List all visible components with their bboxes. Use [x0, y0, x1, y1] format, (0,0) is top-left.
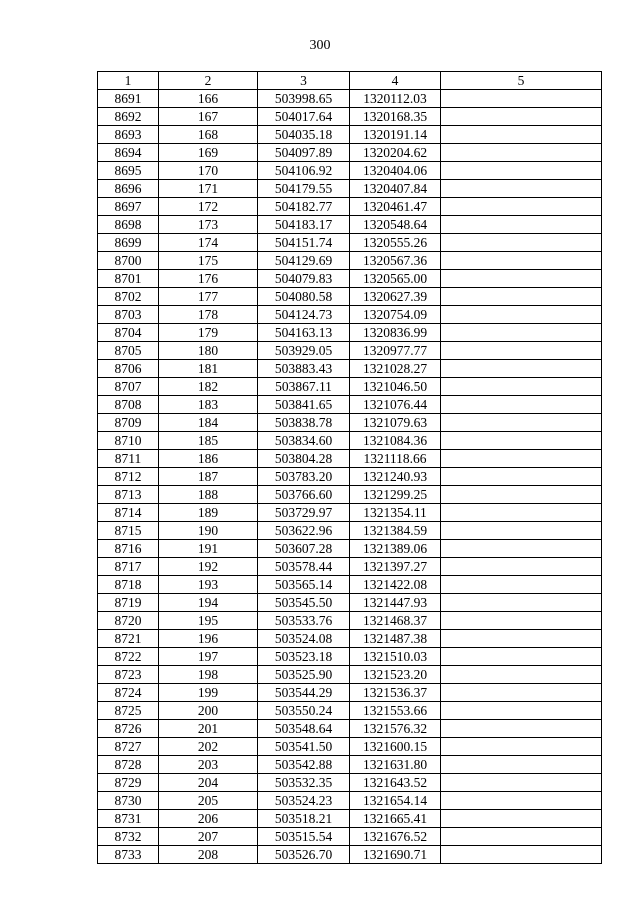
table-row — [98, 414, 602, 432]
y-coordinate-cell: 1321600.15 — [350, 738, 441, 756]
note-cell — [441, 90, 602, 108]
table-row — [98, 288, 602, 306]
x-coordinate-cell: 504097.89 — [258, 144, 350, 162]
vertex-index-cell: 194 — [159, 594, 258, 612]
x-coordinate-cell: 503998.65 — [258, 90, 350, 108]
table-row — [98, 792, 602, 810]
x-coordinate-cell: 503515.54 — [258, 828, 350, 846]
table-row — [98, 378, 602, 396]
page-number: 300 — [309, 38, 331, 53]
note-cell — [441, 252, 602, 270]
x-coordinate-cell: 504080.58 — [258, 288, 350, 306]
point-number-cell: 8708 — [98, 396, 159, 414]
point-number-cell: 8729 — [98, 774, 159, 792]
note-cell — [441, 234, 602, 252]
note-cell — [441, 432, 602, 450]
point-number-cell: 8698 — [98, 216, 159, 234]
point-number-cell: 8709 — [98, 414, 159, 432]
table-row — [98, 180, 602, 198]
y-coordinate-cell: 1321240.93 — [350, 468, 441, 486]
table-row — [98, 666, 602, 684]
note-cell — [441, 180, 602, 198]
table-row — [98, 468, 602, 486]
y-coordinate-cell: 1321389.06 — [350, 540, 441, 558]
vertex-index-cell: 172 — [159, 198, 258, 216]
vertex-index-cell: 205 — [159, 792, 258, 810]
table-row — [98, 630, 602, 648]
vertex-index-cell: 203 — [159, 756, 258, 774]
note-cell — [441, 756, 602, 774]
note-cell — [441, 324, 602, 342]
x-coordinate-cell: 503532.35 — [258, 774, 350, 792]
point-number-cell: 8707 — [98, 378, 159, 396]
table-row — [98, 450, 602, 468]
y-coordinate-cell: 1321299.25 — [350, 486, 441, 504]
vertex-index-cell: 182 — [159, 378, 258, 396]
vertex-index-cell: 202 — [159, 738, 258, 756]
point-number-cell: 8697 — [98, 198, 159, 216]
y-coordinate-cell: 1320204.62 — [350, 144, 441, 162]
vertex-index-cell: 191 — [159, 540, 258, 558]
point-number-cell: 8700 — [98, 252, 159, 270]
y-coordinate-cell: 1321354.11 — [350, 504, 441, 522]
table-row — [98, 252, 602, 270]
point-number-cell: 8731 — [98, 810, 159, 828]
vertex-index-cell: 184 — [159, 414, 258, 432]
point-number-cell: 8723 — [98, 666, 159, 684]
note-cell — [441, 810, 602, 828]
note-cell — [441, 162, 602, 180]
x-coordinate-cell: 503729.97 — [258, 504, 350, 522]
y-coordinate-cell: 1321447.93 — [350, 594, 441, 612]
x-coordinate-cell: 503783.20 — [258, 468, 350, 486]
y-coordinate-cell: 1321487.38 — [350, 630, 441, 648]
x-coordinate-cell: 503548.64 — [258, 720, 350, 738]
vertex-index-cell: 188 — [159, 486, 258, 504]
table-row — [98, 90, 602, 108]
x-coordinate-cell: 504163.13 — [258, 324, 350, 342]
x-coordinate-cell: 503526.70 — [258, 846, 350, 864]
point-number-cell: 8699 — [98, 234, 159, 252]
x-coordinate-cell: 504035.18 — [258, 126, 350, 144]
x-coordinate-cell: 504182.77 — [258, 198, 350, 216]
point-number-cell: 8719 — [98, 594, 159, 612]
point-number-cell: 8703 — [98, 306, 159, 324]
point-number-cell: 8730 — [98, 792, 159, 810]
note-cell — [441, 828, 602, 846]
y-coordinate-cell: 1320168.35 — [350, 108, 441, 126]
note-cell — [441, 342, 602, 360]
x-coordinate-cell: 503545.50 — [258, 594, 350, 612]
point-number-cell: 8716 — [98, 540, 159, 558]
y-coordinate-cell: 1321523.20 — [350, 666, 441, 684]
vertex-index-cell: 180 — [159, 342, 258, 360]
vertex-index-cell: 192 — [159, 558, 258, 576]
table-row — [98, 360, 602, 378]
vertex-index-cell: 193 — [159, 576, 258, 594]
point-number-cell: 8732 — [98, 828, 159, 846]
table-row — [98, 306, 602, 324]
x-coordinate-cell: 503867.11 — [258, 378, 350, 396]
vertex-index-cell: 208 — [159, 846, 258, 864]
y-coordinate-cell: 1321690.71 — [350, 846, 441, 864]
x-coordinate-cell: 504183.17 — [258, 216, 350, 234]
table-row — [98, 738, 602, 756]
y-coordinate-cell: 1321654.14 — [350, 792, 441, 810]
point-number-cell: 8711 — [98, 450, 159, 468]
point-number-cell: 8694 — [98, 144, 159, 162]
table-row — [98, 594, 602, 612]
y-coordinate-cell: 1320565.00 — [350, 270, 441, 288]
point-number-cell: 8710 — [98, 432, 159, 450]
y-coordinate-cell: 1321076.44 — [350, 396, 441, 414]
table-row — [98, 162, 602, 180]
vertex-index-cell: 198 — [159, 666, 258, 684]
x-coordinate-cell: 504179.55 — [258, 180, 350, 198]
note-cell — [441, 198, 602, 216]
point-number-cell: 8722 — [98, 648, 159, 666]
x-coordinate-cell: 504106.92 — [258, 162, 350, 180]
vertex-index-cell: 170 — [159, 162, 258, 180]
y-coordinate-cell: 1321576.32 — [350, 720, 441, 738]
y-coordinate-cell: 1320407.84 — [350, 180, 441, 198]
note-cell — [441, 846, 602, 864]
note-cell — [441, 540, 602, 558]
point-number-cell: 8695 — [98, 162, 159, 180]
x-coordinate-cell: 503929.05 — [258, 342, 350, 360]
point-number-cell: 8705 — [98, 342, 159, 360]
table-row — [98, 612, 602, 630]
note-cell — [441, 414, 602, 432]
vertex-index-cell: 200 — [159, 702, 258, 720]
point-number-cell: 8714 — [98, 504, 159, 522]
vertex-index-cell: 206 — [159, 810, 258, 828]
y-coordinate-cell: 1321510.03 — [350, 648, 441, 666]
x-coordinate-cell: 504129.69 — [258, 252, 350, 270]
x-coordinate-cell: 503523.18 — [258, 648, 350, 666]
point-number-cell: 8713 — [98, 486, 159, 504]
y-coordinate-cell: 1320555.26 — [350, 234, 441, 252]
note-cell — [441, 738, 602, 756]
note-cell — [441, 558, 602, 576]
note-cell — [441, 576, 602, 594]
note-cell — [441, 486, 602, 504]
point-number-cell: 8725 — [98, 702, 159, 720]
column-header-3: 3 — [258, 72, 350, 90]
y-coordinate-cell: 1320977.77 — [350, 342, 441, 360]
point-number-cell: 8696 — [98, 180, 159, 198]
x-coordinate-cell: 503544.29 — [258, 684, 350, 702]
x-coordinate-cell: 504079.83 — [258, 270, 350, 288]
vertex-index-cell: 169 — [159, 144, 258, 162]
table-row — [98, 810, 602, 828]
vertex-index-cell: 178 — [159, 306, 258, 324]
y-coordinate-cell: 1321643.52 — [350, 774, 441, 792]
y-coordinate-cell: 1321084.36 — [350, 432, 441, 450]
table-row — [98, 558, 602, 576]
vertex-index-cell: 179 — [159, 324, 258, 342]
vertex-index-cell: 174 — [159, 234, 258, 252]
point-number-cell: 8712 — [98, 468, 159, 486]
x-coordinate-cell: 503518.21 — [258, 810, 350, 828]
y-coordinate-cell: 1321676.52 — [350, 828, 441, 846]
x-coordinate-cell: 503883.43 — [258, 360, 350, 378]
vertex-index-cell: 167 — [159, 108, 258, 126]
point-number-cell: 8727 — [98, 738, 159, 756]
y-coordinate-cell: 1321536.37 — [350, 684, 441, 702]
table-header-row — [98, 72, 602, 90]
y-coordinate-cell: 1321422.08 — [350, 576, 441, 594]
y-coordinate-cell: 1320627.39 — [350, 288, 441, 306]
vertex-index-cell: 196 — [159, 630, 258, 648]
table-row — [98, 522, 602, 540]
column-header-2: 2 — [159, 72, 258, 90]
note-cell — [441, 270, 602, 288]
y-coordinate-cell: 1321028.27 — [350, 360, 441, 378]
point-number-cell: 8720 — [98, 612, 159, 630]
vertex-index-cell: 185 — [159, 432, 258, 450]
x-coordinate-cell: 503578.44 — [258, 558, 350, 576]
table-row — [98, 504, 602, 522]
vertex-index-cell: 175 — [159, 252, 258, 270]
table-row — [98, 324, 602, 342]
y-coordinate-cell: 1320754.09 — [350, 306, 441, 324]
point-number-cell: 8706 — [98, 360, 159, 378]
y-coordinate-cell: 1321079.63 — [350, 414, 441, 432]
y-coordinate-cell: 1320112.03 — [350, 90, 441, 108]
note-cell — [441, 792, 602, 810]
note-cell — [441, 612, 602, 630]
vertex-index-cell: 181 — [159, 360, 258, 378]
column-header-1: 1 — [98, 72, 159, 90]
y-coordinate-cell: 1320404.06 — [350, 162, 441, 180]
point-number-cell: 8724 — [98, 684, 159, 702]
note-cell — [441, 504, 602, 522]
table-row — [98, 828, 602, 846]
x-coordinate-cell: 504151.74 — [258, 234, 350, 252]
y-coordinate-cell: 1320836.99 — [350, 324, 441, 342]
x-coordinate-cell: 503565.14 — [258, 576, 350, 594]
table-row — [98, 126, 602, 144]
point-number-cell: 8693 — [98, 126, 159, 144]
note-cell — [441, 648, 602, 666]
x-coordinate-cell: 503533.76 — [258, 612, 350, 630]
table-body — [98, 90, 602, 864]
vertex-index-cell: 199 — [159, 684, 258, 702]
table-row — [98, 702, 602, 720]
note-cell — [441, 306, 602, 324]
note-cell — [441, 360, 602, 378]
y-coordinate-cell: 1320191.14 — [350, 126, 441, 144]
x-coordinate-cell: 503550.24 — [258, 702, 350, 720]
x-coordinate-cell: 504124.73 — [258, 306, 350, 324]
note-cell — [441, 396, 602, 414]
vertex-index-cell: 173 — [159, 216, 258, 234]
x-coordinate-cell: 504017.64 — [258, 108, 350, 126]
table-row — [98, 342, 602, 360]
note-cell — [441, 522, 602, 540]
vertex-index-cell: 166 — [159, 90, 258, 108]
x-coordinate-cell: 503841.65 — [258, 396, 350, 414]
note-cell — [441, 720, 602, 738]
note-cell — [441, 126, 602, 144]
point-number-cell: 8692 — [98, 108, 159, 126]
y-coordinate-cell: 1321118.66 — [350, 450, 441, 468]
table-row — [98, 432, 602, 450]
coordinates-table — [97, 71, 602, 864]
y-coordinate-cell: 1320548.64 — [350, 216, 441, 234]
column-header-4: 4 — [350, 72, 441, 90]
vertex-index-cell: 186 — [159, 450, 258, 468]
note-cell — [441, 594, 602, 612]
note-cell — [441, 378, 602, 396]
x-coordinate-cell: 503542.88 — [258, 756, 350, 774]
table-row — [98, 576, 602, 594]
table-row — [98, 756, 602, 774]
vertex-index-cell: 190 — [159, 522, 258, 540]
point-number-cell: 8721 — [98, 630, 159, 648]
x-coordinate-cell: 503541.50 — [258, 738, 350, 756]
x-coordinate-cell: 503607.28 — [258, 540, 350, 558]
vertex-index-cell: 171 — [159, 180, 258, 198]
x-coordinate-cell: 503524.08 — [258, 630, 350, 648]
note-cell — [441, 774, 602, 792]
vertex-index-cell: 187 — [159, 468, 258, 486]
table-row — [98, 846, 602, 864]
y-coordinate-cell: 1321665.41 — [350, 810, 441, 828]
vertex-index-cell: 207 — [159, 828, 258, 846]
table-row — [98, 684, 602, 702]
vertex-index-cell: 176 — [159, 270, 258, 288]
point-number-cell: 8726 — [98, 720, 159, 738]
point-number-cell: 8717 — [98, 558, 159, 576]
table-row — [98, 234, 602, 252]
point-number-cell: 8701 — [98, 270, 159, 288]
y-coordinate-cell: 1321631.80 — [350, 756, 441, 774]
point-number-cell: 8704 — [98, 324, 159, 342]
point-number-cell: 8718 — [98, 576, 159, 594]
note-cell — [441, 144, 602, 162]
note-cell — [441, 450, 602, 468]
table-row — [98, 396, 602, 414]
table-row — [98, 198, 602, 216]
table-row — [98, 774, 602, 792]
note-cell — [441, 288, 602, 306]
note-cell — [441, 630, 602, 648]
table-row — [98, 486, 602, 504]
x-coordinate-cell: 503838.78 — [258, 414, 350, 432]
table-row — [98, 720, 602, 738]
vertex-index-cell: 177 — [159, 288, 258, 306]
x-coordinate-cell: 503766.60 — [258, 486, 350, 504]
table-row — [98, 540, 602, 558]
vertex-index-cell: 183 — [159, 396, 258, 414]
note-cell — [441, 468, 602, 486]
table-row — [98, 648, 602, 666]
note-cell — [441, 684, 602, 702]
vertex-index-cell: 189 — [159, 504, 258, 522]
vertex-index-cell: 197 — [159, 648, 258, 666]
y-coordinate-cell: 1321046.50 — [350, 378, 441, 396]
note-cell — [441, 108, 602, 126]
note-cell — [441, 216, 602, 234]
y-coordinate-cell: 1321468.37 — [350, 612, 441, 630]
table-row — [98, 108, 602, 126]
vertex-index-cell: 204 — [159, 774, 258, 792]
point-number-cell: 8733 — [98, 846, 159, 864]
x-coordinate-cell: 503622.96 — [258, 522, 350, 540]
y-coordinate-cell: 1321384.59 — [350, 522, 441, 540]
table-row — [98, 144, 602, 162]
point-number-cell: 8702 — [98, 288, 159, 306]
y-coordinate-cell: 1321553.66 — [350, 702, 441, 720]
table-row — [98, 216, 602, 234]
vertex-index-cell: 201 — [159, 720, 258, 738]
y-coordinate-cell: 1320567.36 — [350, 252, 441, 270]
column-header-5: 5 — [441, 72, 602, 90]
point-number-cell: 8715 — [98, 522, 159, 540]
point-number-cell: 8728 — [98, 756, 159, 774]
vertex-index-cell: 195 — [159, 612, 258, 630]
vertex-index-cell: 168 — [159, 126, 258, 144]
y-coordinate-cell: 1320461.47 — [350, 198, 441, 216]
y-coordinate-cell: 1321397.27 — [350, 558, 441, 576]
x-coordinate-cell: 503834.60 — [258, 432, 350, 450]
table-row — [98, 270, 602, 288]
x-coordinate-cell: 503804.28 — [258, 450, 350, 468]
x-coordinate-cell: 503524.23 — [258, 792, 350, 810]
x-coordinate-cell: 503525.90 — [258, 666, 350, 684]
note-cell — [441, 666, 602, 684]
note-cell — [441, 702, 602, 720]
point-number-cell: 8691 — [98, 90, 159, 108]
